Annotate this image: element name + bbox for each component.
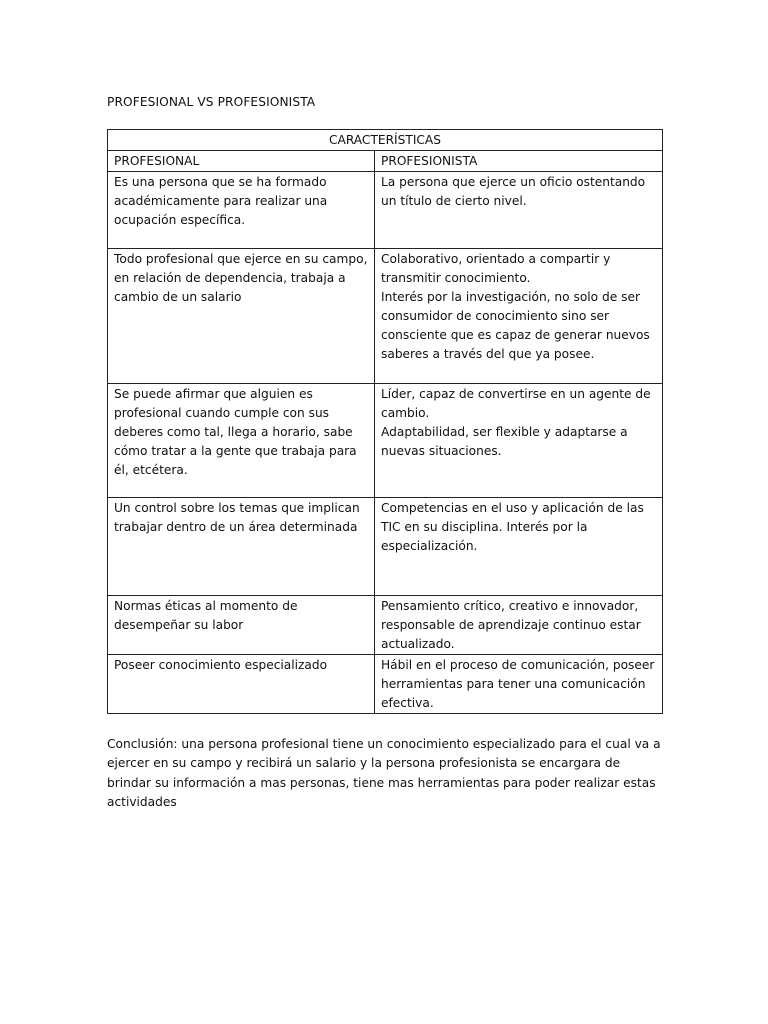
table-cell-profesional: Se puede afirmar que alguien es profesional cuando cumple con sus deberes como tal, llega a horario, sabe cómo tratar a la gente que trabaja para él, etcétera.	[108, 384, 375, 498]
table-row	[108, 384, 663, 498]
column-header-profesionista: PROFESIONISTA	[375, 151, 663, 172]
conclusion-paragraph: Conclusión: una persona profesional tiene un conocimiento especializado para el cual va a ejercer en su campo y recibirá un salario y la persona profesionista se encargara de brindar su información a mas personas, tiene mas herramientas para poder realizar estas actividades	[107, 737, 661, 810]
table-cell-profesionista: Hábil en el proceso de comunicación, poseer herramientas para tener una comunicación efectiva.	[375, 655, 663, 714]
table-row	[108, 498, 663, 596]
table-cell-profesionista: Pensamiento crítico, creativo e innovador, responsable de aprendizaje continuo estar actualizado.	[375, 596, 663, 655]
column-header-profesional: PROFESIONAL	[108, 151, 375, 172]
table-cell-profesional: Todo profesional que ejerce en su campo, en relación de dependencia, trabaja a cambio de un salario	[108, 249, 375, 384]
table-caption: CARACTERÍSTICAS	[108, 130, 663, 151]
table-cell-profesionista: Líder, capaz de convertirse en un agente de cambio. Adaptabilidad, ser flexible y adaptarse a nuevas situaciones.	[375, 384, 663, 498]
document-title: PROFESIONAL VS PROFESIONISTA	[107, 95, 316, 109]
table-cell-profesional: Poseer conocimiento especializado	[108, 655, 375, 714]
table-row	[108, 249, 663, 384]
table-cell-profesional: Un control sobre los temas que implican trabajar dentro de un área determinada	[108, 498, 375, 596]
table-cell-profesional: Es una persona que se ha formado académicamente para realizar una ocupación específica.	[108, 172, 375, 249]
table-row	[108, 596, 663, 655]
comparison-table	[107, 129, 663, 714]
table-cell-profesionista: La persona que ejerce un oficio ostentando un título de cierto nivel.	[375, 172, 663, 249]
table-cell-profesionista: Colaborativo, orientado a compartir y transmitir conocimiento. Interés por la investigación, no solo de ser consumidor de conocimiento sino ser consciente que es capaz de generar nuevos saberes a través del que ya posee.	[375, 249, 663, 384]
table-cell-profesionista: Competencias en el uso y aplicación de las TIC en su disciplina. Interés por la especialización.	[375, 498, 663, 596]
table-row	[108, 655, 663, 714]
table-caption-row	[108, 130, 663, 151]
table-row	[108, 172, 663, 249]
table-header-row	[108, 151, 663, 172]
table-cell-profesional: Normas éticas al momento de desempeñar su labor	[108, 596, 375, 655]
